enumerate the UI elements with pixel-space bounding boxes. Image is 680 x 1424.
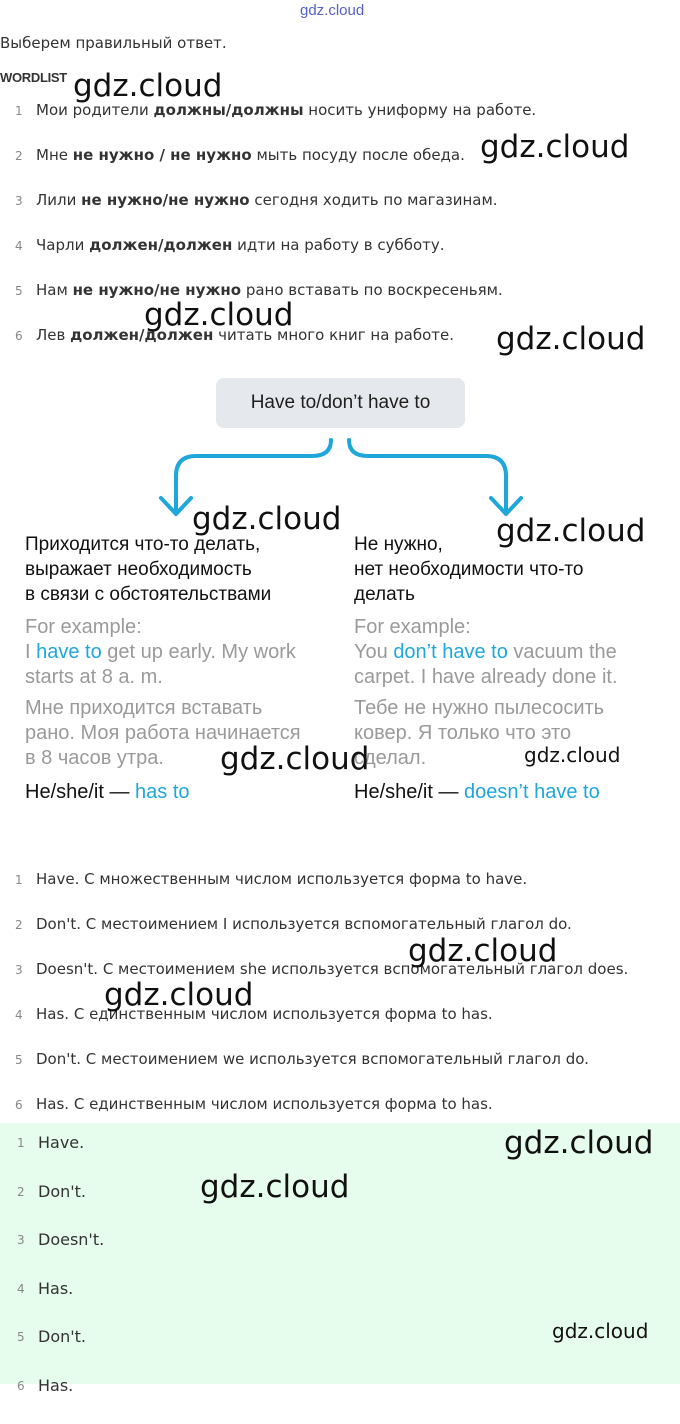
example-label: For example:: [354, 616, 471, 638]
right-arrow-icon: [349, 440, 521, 514]
rule-title: Have to/don’t have to: [250, 392, 431, 413]
sentence: Лев должен/должен читать много книг на работе.: [36, 326, 455, 344]
explanation-text: Have. С множественным числом используется форма to have.: [36, 870, 528, 888]
item-number: 2: [15, 918, 23, 932]
explanation-item: [0, 959, 680, 1004]
watermark: gdz.cloud: [480, 129, 630, 165]
watermark: gdz.cloud: [220, 741, 370, 777]
item-number: 4: [15, 1008, 23, 1022]
item-number: 1: [15, 873, 23, 887]
explanation-item: [0, 1049, 680, 1094]
wordlist-label[interactable]: WORDLIST: [0, 70, 67, 85]
explanation-text: Don't. С местоимением I используется вспомогательный глагол do.: [36, 915, 572, 933]
item-number: 6: [17, 1378, 25, 1393]
example-label: For example:: [25, 616, 142, 638]
explanation-item: [0, 869, 680, 914]
item-number: 6: [15, 329, 23, 343]
answer-text: Doesn't.: [38, 1230, 105, 1249]
explanation-text: Doesn't. С местоимением she используется вспомогательный глагол does.: [36, 960, 629, 978]
item-number: 4: [17, 1281, 25, 1296]
explanation-list: [0, 869, 680, 1139]
watermark: gdz.cloud: [73, 68, 223, 104]
sentence: Нам не нужно/не нужно рано вставать по воскресеньям.: [36, 281, 503, 299]
sentence: Чарли должен/должен идти на работу в субботу.: [36, 236, 445, 254]
item-number: 5: [15, 1053, 23, 1067]
item-number: 6: [15, 1098, 23, 1112]
answer-box: [0, 1123, 680, 1395]
watermark: gdz.cloud: [104, 977, 254, 1013]
sentence: Мои родители должны/должны носить униформу на работе.: [36, 101, 537, 119]
example-translation: Тебе не нужно пылесосить ковер. Я только что это сделал.: [354, 697, 605, 769]
answer-text: Don't.: [38, 1181, 87, 1201]
site-link[interactable]: gdz.cloud: [300, 2, 365, 19]
answer-text: Has.: [38, 1278, 74, 1298]
exercise-item: [0, 190, 680, 235]
item-number: 3: [15, 963, 23, 977]
column-heading: Не нужно, нет необходимости что-то делать: [354, 534, 584, 605]
sentence: Лили не нужно/не нужно сегодня ходить по магазинам.: [36, 191, 498, 209]
example-sentence: You don’t have to vacuum the carpet. I have already done it.: [354, 641, 618, 688]
rule-title-box: [216, 378, 465, 428]
example-sentence: I have to get up early. My work starts at 8 a. m.: [25, 641, 296, 688]
sentence: Мне не нужно / не нужно мыть посуду после обеда.: [36, 146, 465, 164]
explanation-text: Don't. С местоимением we используется вспомогательный глагол do.: [36, 1050, 589, 1068]
answer-text: Have.: [38, 1133, 85, 1152]
answer-text: Has.: [38, 1375, 74, 1395]
item-number: 2: [17, 1184, 25, 1199]
explanation-text: Has. С единственным числом используется форма to has.: [36, 1095, 493, 1113]
watermark: gdz.cloud: [144, 297, 294, 333]
watermark: gdz.cloud: [524, 743, 621, 767]
item-number: 5: [17, 1330, 25, 1344]
third-person-form: He/she/it — has to: [25, 781, 190, 803]
item-number: 2: [15, 149, 23, 163]
item-number: 1: [15, 104, 23, 118]
third-person-form: He/she/it — doesn’t have to: [354, 781, 600, 803]
item-number: 3: [17, 1233, 25, 1247]
item-number: 3: [15, 194, 23, 208]
exercise-item: [0, 235, 680, 280]
item-number: 5: [15, 284, 23, 298]
exercise-item: [0, 280, 680, 325]
instruction-text: Выберем правильный ответ.: [0, 34, 227, 52]
dont-have-to-column: [354, 532, 674, 804]
watermark: gdz.cloud: [200, 1169, 350, 1205]
watermark: gdz.cloud: [504, 1125, 654, 1161]
explanation-item: [0, 1004, 680, 1049]
watermark: gdz.cloud: [496, 513, 646, 549]
answer-text: Don't.: [38, 1327, 87, 1346]
watermark: gdz.cloud: [496, 321, 646, 357]
item-number: 4: [15, 239, 23, 253]
watermark: gdz.cloud: [192, 501, 342, 537]
column-heading: Приходится что-то делать, выражает необходимость в связи с обстоятельствами: [25, 534, 272, 605]
explanation-item: [0, 914, 680, 959]
item-number: 1: [17, 1136, 25, 1150]
example-translation: Мне приходится вставать рано. Моя работа начинается в 8 часов утра.: [25, 697, 301, 769]
explanation-text: Has. С единственным числом используется форма to has.: [36, 1005, 493, 1023]
watermark: gdz.cloud: [552, 1319, 649, 1343]
watermark: gdz.cloud: [408, 933, 558, 969]
